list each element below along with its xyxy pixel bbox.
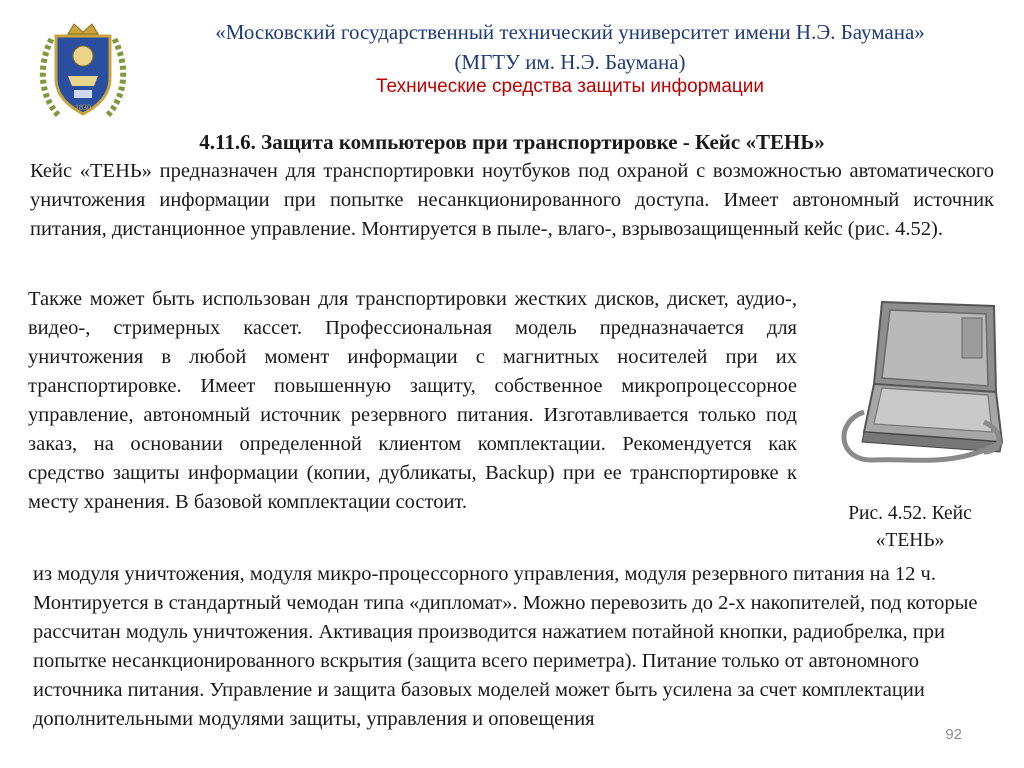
paragraph-usage: Также может быть использован для транспортировки жестких дисков, дискет, аудио-, видео-, стримерных кассет. Профессиональная модель предназначается для уничтожения в любой момент информации с магнитных носителей при их транспортировке. Имеет повышенную защиту, собственное микропроцессорное управление, автономный источник резервного питания. Изготавливается только под заказ, на основании определенной клиентом комплектации. Рекомендуется как средство защиты информации (копии, дубликаты, Backup) при ее транспортировке к месту хранения. В базовой комплектации состоит.: [28, 288, 797, 513]
paragraph-intro: Кейс «ТЕНЬ» предназначен для транспортировки ноутбуков под охраной с возможностью автоматического уничтожения информации при попытке несанкционированного доступа. Имеет автономный источник питания, дистанционное управление. Монтируется в пыле-, влаго-, взрывозащищенный кейс (рис. 4.52).: [30, 160, 994, 240]
course-title: Технические средства защиты информации: [375, 76, 765, 97]
page-number: 92: [945, 726, 962, 743]
laptop-case-icon: [834, 292, 1006, 492]
university-abbrev: (МГТУ им. Н.Э. Баумана): [454, 50, 686, 74]
caption-line-2: «ТЕНЬ»: [875, 530, 945, 551]
university-crest-icon: [38, 20, 128, 120]
crest-year: 1830: [75, 103, 91, 112]
figure-caption: [820, 500, 1000, 554]
paragraph-components: из модуля уничтожения, модуля микро-процессорного управления, модуля резервного питания на 12 ч. Монтируется в стандартный чемодан типа «дипломат». Можно перевозить до 2-х накопителей, под которые рассчитан модуль уничтожения. Активация производится нажатием потайной кнопки, радиобрелка, при попытке несанкционированного вскрытия (защита всего периметра). Питание только от автономного источника питания. Управление и защита базовых моделей может быть усилена за счет комплектации дополнительными модулями защиты, управления и оповещения: [33, 563, 978, 730]
slide-title: 4.11.6. Защита компьютеров при транспортировке - Кейс «ТЕНЬ»: [199, 130, 825, 154]
university-name: «Московский государственный технический университет имени Н.Э. Баумана»: [215, 20, 925, 44]
caption-line-1: Рис. 4.52. Кейс: [848, 503, 972, 524]
